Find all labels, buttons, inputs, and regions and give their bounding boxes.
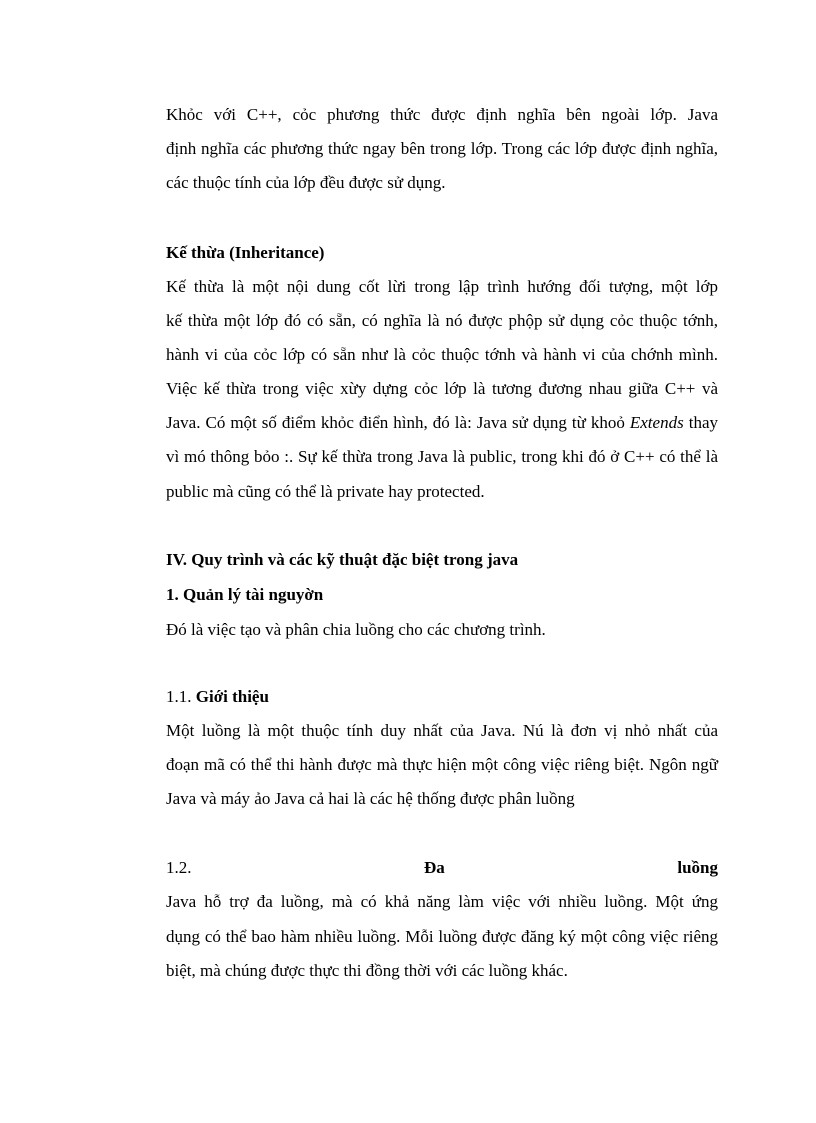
inheritance-line-5 [166,412,718,434]
subsection-1-1-title: Giới thiệu [195,687,269,706]
subsection-1-2-line-2: dụng có thể bao hàm nhiều luồng. Mỗi luồng được đăng ký một công việc riêng [166,927,718,946]
subsection-1-2-word-2: luồng [677,858,718,877]
subsection-1-2-heading [166,857,718,879]
subsection-1-1-line-1: Một luồng là một thuộc tính duy nhất của Java. Nú là đơn vị nhỏ nhất của [166,721,718,740]
subsection-1-1-line-3: Java và máy ảo Java cả hai là các hệ thống được phân luồng [166,789,575,808]
paragraph-1-line-3: các thuộc tính của lớp đều được sử dụng. [166,173,446,192]
inheritance-line-5-after: thay [683,413,718,432]
subsection-1-2-word-1: Đa [424,858,445,877]
inheritance-line-6: vì mó thông bỏo :. Sự kế thừa trong Java là public, trong khi đó ở C++ có thể là [166,447,718,466]
inheritance-line-1: Kế thừa là một nội dung cốt lừi trong lập trình hướng đối tượng, một lớp [166,277,718,296]
paragraph-1-line-1: Khỏc với C++, cỏc phương thức được định nghĩa bên ngoài lớp. Java [166,105,718,124]
subsection-1-1-heading [166,686,718,708]
inheritance-line-7: public mà cũng có thể là private hay protected. [166,482,485,501]
section-4-heading: IV. Quy trình và các kỹ thuật đặc biệt trong java [166,550,519,569]
inheritance-line-2: kế thừa một lớp đó có sẵn, có nghĩa là nó được phộp sử dụng cỏc thuộc tớnh, [166,311,718,330]
subsection-1-heading: 1. Quản lý tài nguyờn [166,585,324,604]
subsection-1-2-line-3: biệt, mà chúng được thực thi đồng thời với các luồng khác. [166,961,568,980]
inheritance-heading: Kế thừa (Inheritance) [166,243,325,262]
paragraph-1-line-2: định nghĩa các phương thức ngay bên trong lớp. Trong các lớp được định nghĩa, [166,139,718,158]
subsection-1-2-line-1: Java hỗ trợ đa luồng, mà có khả năng làm việc với nhiều luồng. Một ứng [166,892,718,911]
subsection-1-2-number: 1.2. [166,858,192,877]
subsection-1-1-number: 1.1. [166,687,196,706]
inheritance-line-4: Việc kế thừa trong việc xừy dựng cỏc lớp là tương đương nhau giữa C++ và [166,379,718,398]
inheritance-line-5-before: Java. Có một số điểm khỏc điển hình, đó là: Java sử dụng từ khoỏ [166,413,630,432]
inheritance-line-3: hành vi của cỏc lớp có sẵn như là cỏc thuộc tớnh và hành vi của chớnh mình. [166,345,718,364]
subsection-1-line-1: Đó là việc tạo và phân chia luồng cho các chương trình. [166,620,546,639]
extends-keyword: Extends [629,413,684,432]
subsection-1-1-line-2: đoạn mã có thể thi hành được mà thực hiện một công việc riêng biệt. Ngôn ngữ [166,755,718,774]
